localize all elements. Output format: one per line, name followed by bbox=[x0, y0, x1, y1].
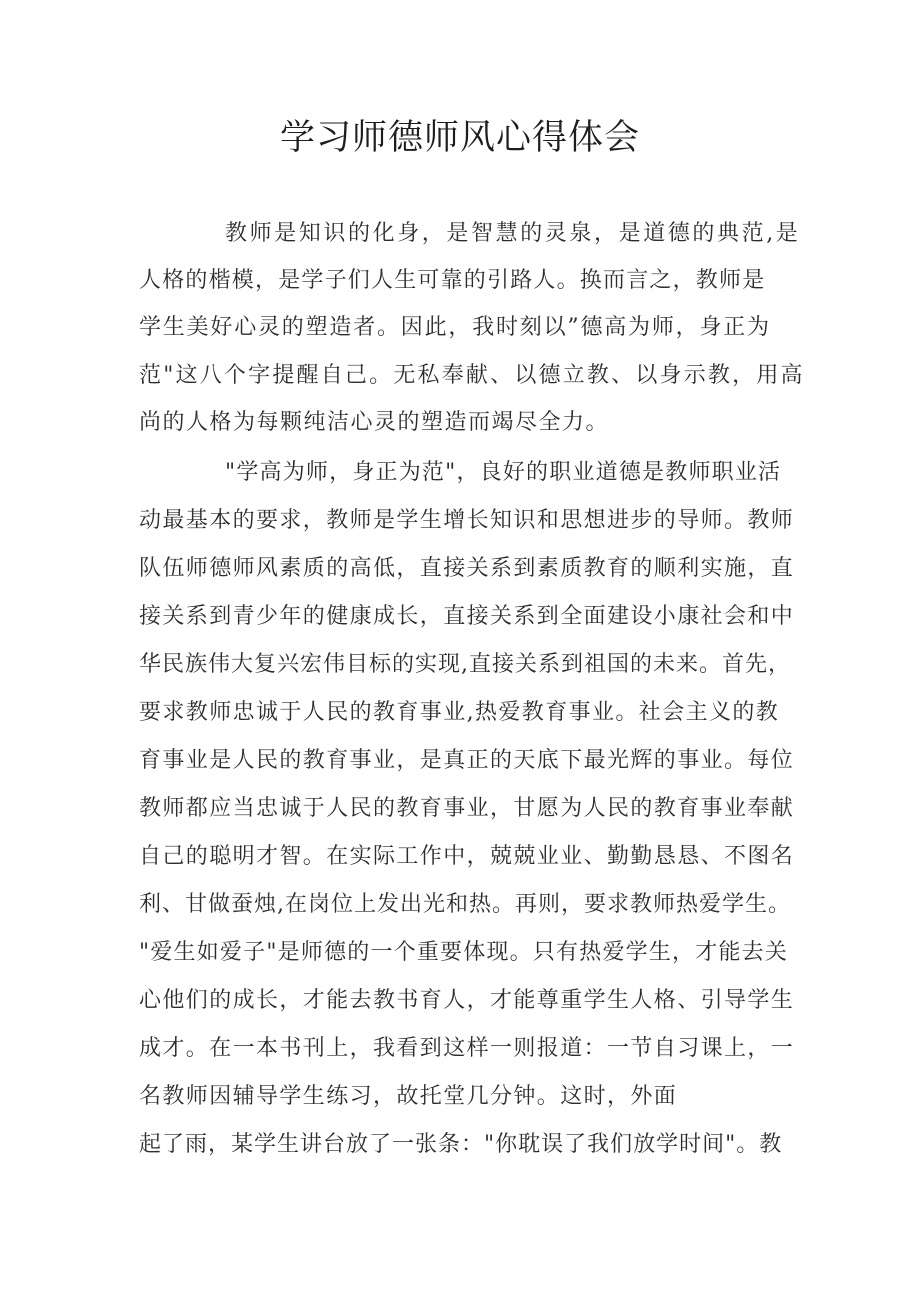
text-line: 自己的聪明才智。在实际工作中，兢兢业业、勤勤恳恳、不图名 bbox=[139, 844, 795, 869]
text-line: 育事业是人民的教育事业，是真正的天底下最光辉的事业。每位 bbox=[139, 748, 795, 773]
text-line: "爱生如爱子"是师德的一个重要体现。只有热爱学生，才能去关 bbox=[139, 940, 789, 965]
text-line: "学高为师，身正为范"，良好的职业道德是教师职业活 bbox=[225, 460, 782, 485]
document-title: 学习师德师风心得体会 bbox=[279, 118, 640, 158]
text-line: 要求教师忠诚于人民的教育事业,热爱教育事业。社会主义的教 bbox=[139, 700, 780, 725]
text-line: 教师都应当忠诚于人民的教育事业，甘愿为人民的教育事业奉献 bbox=[139, 796, 795, 821]
text-line: 学生美好心灵的塑造者。因此，我时刻以”德高为师，身正为 bbox=[139, 315, 771, 340]
text-line: 动最基本的要求，教师是学生增长知识和思想进步的导师。教师 bbox=[139, 508, 795, 533]
text-line: 利、甘做蚕烛,在岗位上发出光和热。再则，要求教师热爱学生。 bbox=[139, 892, 791, 917]
text-line: 接关系到青少年的健康成长，直接关系到全面建设小康社会和中 bbox=[139, 604, 795, 629]
text-line: 华民族伟大复兴宏伟目标的实现,直接关系到祖国的未来。首先， bbox=[139, 652, 791, 677]
text-line: 教师是知识的化身，是智慧的灵泉，是道德的典范,是 bbox=[225, 221, 801, 246]
text-line: 范"这八个字提醒自己。无私奉献、以德立教、以身示教，用高 bbox=[139, 363, 805, 388]
text-line: 成才。在一本书刊上，我看到这样一则报道：一节自习课上，一 bbox=[139, 1036, 795, 1061]
text-line: 起了雨，某学生讲台放了一张条："你耽误了我们放学时间"。教 bbox=[139, 1132, 783, 1157]
text-line: 尚的人格为每颗纯洁心灵的塑造而竭尽全力。 bbox=[139, 410, 610, 435]
text-line: 队伍师德师风素质的高低，直接关系到素质教育的顺利实施，直 bbox=[139, 556, 795, 581]
text-line: 人格的楷模，是学子们人生可靠的引路人。换而言之，教师是 bbox=[139, 268, 766, 293]
text-line: 名教师因辅导学生练习，故托堂几分钟。这时，外面 bbox=[139, 1084, 678, 1109]
text-line: 心他们的成长，才能去教书育人，才能尊重学生人格、引导学生 bbox=[139, 988, 795, 1013]
